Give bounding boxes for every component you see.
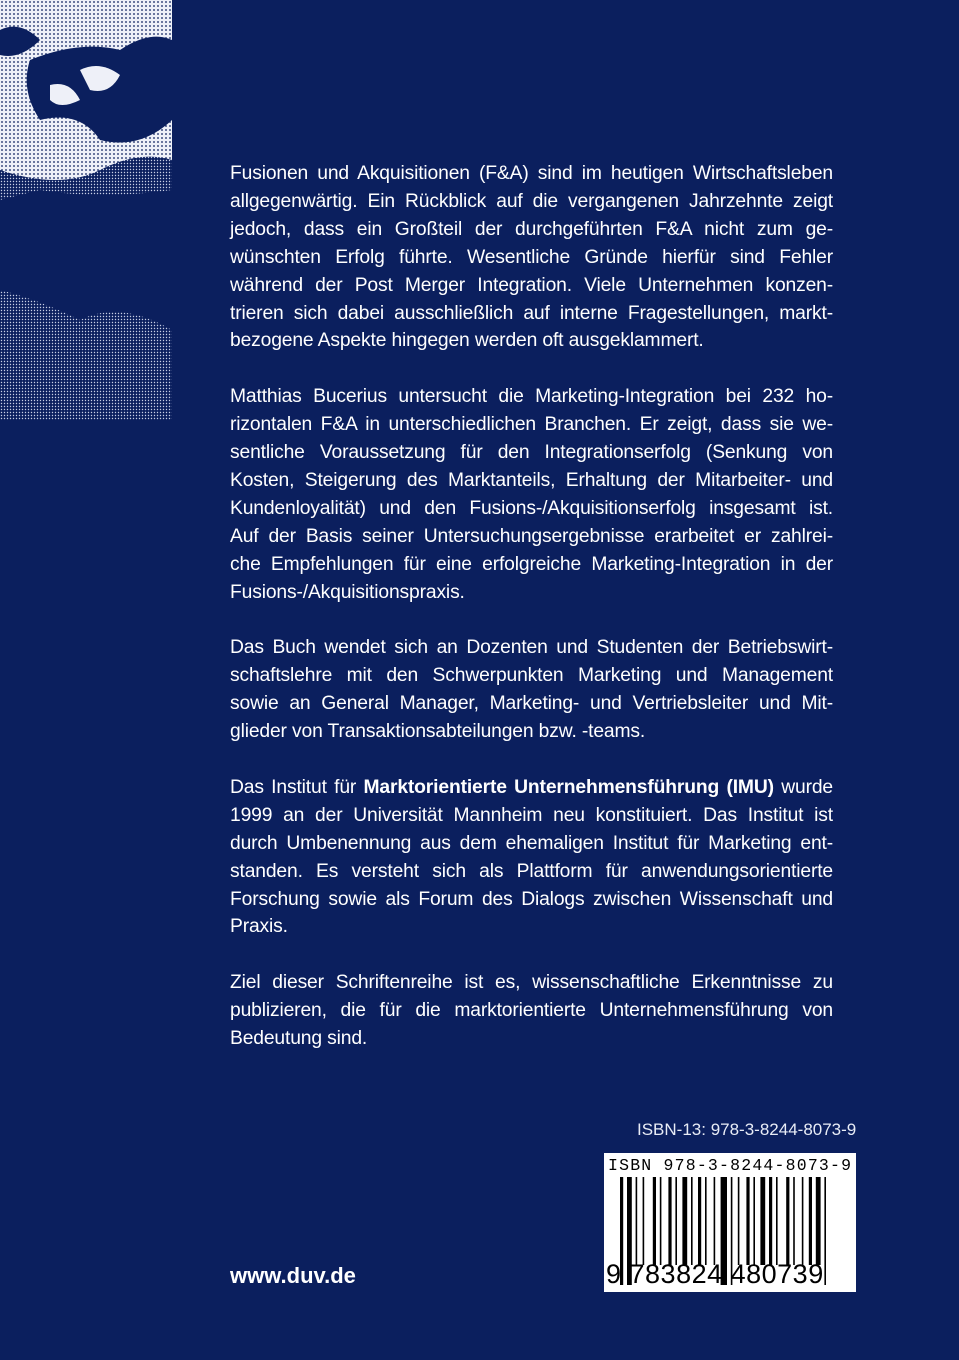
text-line: Das Institut für Marktorientierte Unternehmensführung (IMU) wurde [230, 776, 833, 798]
text-line: schaftslehre mit den Schwerpunkten Marketing und Management [230, 665, 833, 687]
text-line: Matthias Bucerius untersucht die Marketing-Integration bei 232 ho- [230, 386, 833, 408]
paragraph [230, 634, 833, 746]
text-line: während der Post Merger Integration. Viele Unternehmen konzen- [230, 274, 833, 296]
text-line: Auf der Basis seiner Untersuchungsergebnisse erarbeitet er zahlrei- [230, 525, 833, 547]
paragraph [230, 969, 833, 1053]
barcode-bar [753, 1177, 755, 1265]
barcode-bar [668, 1177, 671, 1265]
text-line: Ziel dieser Schriftenreihe ist es, wissenschaftliche Erkenntnisse zu [230, 972, 833, 994]
barcode-bar [746, 1177, 749, 1265]
text-line: 1999 an der Universität Mannheim neu konstituiert. Das Institut ist [230, 804, 833, 826]
text-line: allgegenwärtig. Ein Rückblick auf die vergangenen Jahrzehnte zeigt [230, 190, 833, 212]
barcode-bar [738, 1177, 740, 1265]
text-line: publizieren, die für die marktorientierte Unternehmensführung von [230, 1000, 833, 1022]
barcode-bar [653, 1177, 656, 1265]
barcode-bar [769, 1177, 772, 1265]
barcode-bar [802, 1177, 804, 1265]
text-line: standen. Es versteht sich als Plattform für anwendungsorientierte [230, 860, 833, 882]
barcode-bar [824, 1177, 826, 1285]
barcode-bar [793, 1177, 795, 1265]
paragraph [230, 774, 833, 941]
barcode-bar [705, 1177, 707, 1265]
text-line: che Empfehlungen für eine erfolgreiche Marketing-Integration in der [230, 553, 833, 575]
text-line: Kosten, Steigerung des Marktanteils, Erhaltung der Mitarbeiter- und [230, 469, 833, 491]
barcode-bar [786, 1177, 789, 1265]
text-line: Kundenloyalität) und den Fusions-/Akquisitionserfolg insgesamt ist. [230, 497, 833, 519]
text-line: Praxis. [230, 916, 288, 938]
text-line: sowie an General Manager, Marketing- und Vertriebsleiter und Mit- [230, 693, 833, 715]
barcode-number: 9 783824 480739 [606, 1259, 824, 1289]
text-line: wünschten Erfolg führte. Wesentliche Gründe hierfür sind Fehler [230, 246, 833, 268]
barcode-bar [636, 1177, 638, 1265]
isbn-label: ISBN-13: 978-3-8244-8073-9 [637, 1120, 857, 1139]
text-line: Bedeutung sind. [230, 1028, 368, 1050]
text-line: trieren sich dabei ausschließlich auf interne Fragestellungen, markt- [230, 302, 833, 324]
text-line: Fusionen und Akquisitionen (F&A) sind im heutigen Wirtschaftsleben [230, 163, 833, 184]
text-line: durch Umbenennung aus dem ehemaligen Institut für Marketing ent- [230, 832, 833, 854]
text-line: Das Buch wendet sich an Dozenten und Studenten der Betriebswirt- [230, 637, 833, 659]
paragraph [230, 160, 833, 355]
barcode-bar [776, 1177, 778, 1265]
barcode-isbn-text: ISBN 978-3-8244-8073-9 [608, 1156, 853, 1175]
text-line: Forschung sowie als Forum des Dialogs zwischen Wissenschaft und [230, 888, 833, 910]
globe-image [0, 0, 172, 420]
barcode-bar [643, 1177, 645, 1265]
paragraph [230, 383, 833, 606]
description-text [230, 160, 833, 1081]
barcode-bar [698, 1177, 701, 1265]
barcode-bar [714, 1177, 716, 1265]
barcode-bar [691, 1177, 693, 1265]
barcode-bar [809, 1177, 812, 1265]
isbn-barcode [604, 1153, 856, 1292]
barcode-bar [682, 1177, 687, 1265]
publisher-url[interactable]: www.duv.de [230, 1263, 356, 1288]
text-line: sentliche Voraussetzung für den Integrationserfolg (Senkung von [230, 442, 833, 464]
text-line: jedoch, dass ein Großteil der durchgeführten F&A nicht zum ge- [230, 218, 833, 240]
barcode-bar [760, 1177, 765, 1265]
text-line: rizontalen F&A in unterschiedlichen Branchen. Er zeigt, dass sie we- [230, 414, 833, 436]
barcode-bar [816, 1177, 821, 1265]
text-line: Fusions-/Akquisitionspraxis. [230, 581, 465, 603]
text-line: bezogene Aspekte hingegen werden oft ausgeklammert. [230, 330, 704, 352]
text-line: glieder von Transaktionsabteilungen bzw. -teams. [230, 721, 646, 743]
barcode-bar [675, 1177, 677, 1265]
barcode-bar [660, 1177, 662, 1265]
